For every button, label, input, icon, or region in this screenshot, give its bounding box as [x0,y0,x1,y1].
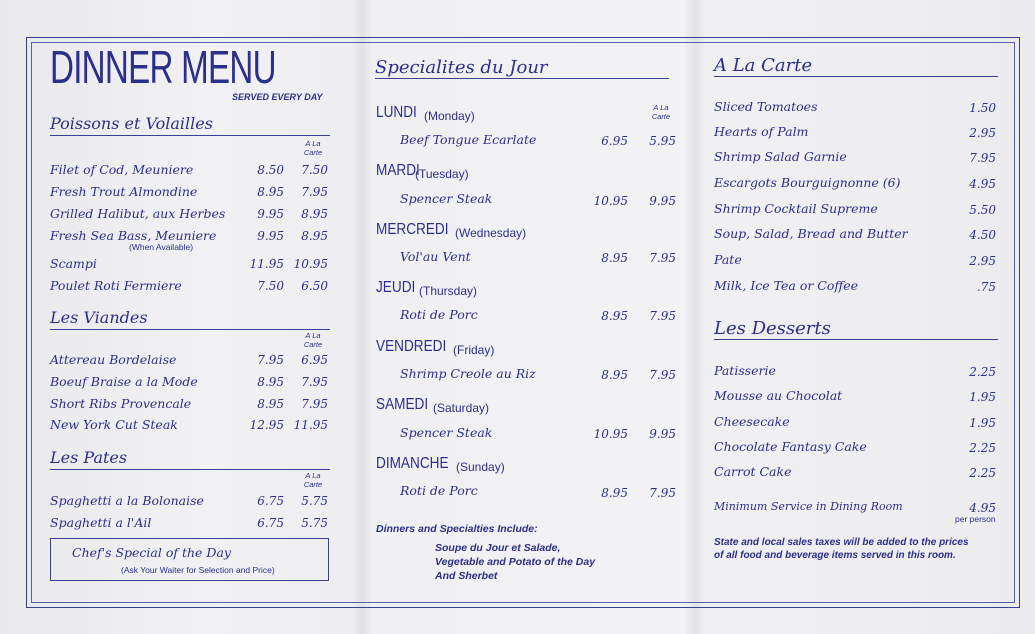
pates-rule [50,469,330,470]
carte-price: 8.95 [301,207,328,221]
item-price: 5.50 [969,203,996,217]
special-dish: Spencer Steak [400,425,493,440]
special-dish: Shrimp Creole au Riz [400,366,536,381]
minimum-service-price: 4.95 [969,501,996,515]
dinner-price: 7.50 [257,279,284,293]
item-price: 2.25 [969,365,996,379]
item-price: 2.95 [969,254,996,268]
day-english: (Friday) [453,343,495,357]
viandes-heading: Les Viandes [50,308,148,327]
carte-price: 5.75 [301,516,328,530]
dinner-price: 8.95 [601,486,628,500]
day-name: MARDI [376,162,420,179]
menu-item: Boeuf Braise a la Mode [50,374,198,389]
carte-price: 7.95 [301,375,328,389]
a-la-carte-label [298,331,328,349]
carte-price: 7.50 [301,163,328,177]
menu-item: Milk, Ice Tea or Coffee [714,278,859,293]
carte-price: 11.95 [293,418,328,432]
menu-item: Mousse au Chocolat [714,388,843,403]
day-name: DIMANCHE [376,455,449,472]
carte-price: 9.95 [649,194,676,208]
item-price: 1.50 [969,101,996,115]
menu-item: Short Ribs Provencale [50,396,192,411]
menu-item: Chocolate Fantasy Cake [714,439,867,454]
menu-item: Scampi [50,256,97,271]
dinner-price: 8.95 [257,375,284,389]
day-name: VENDREDI [376,338,447,355]
includes-line: And Sherbet [435,570,498,582]
dinner-price: 6.75 [257,494,284,508]
dinner-price: 8.95 [601,251,628,265]
carte-price: 7.95 [301,185,328,199]
day-name: LUNDI [376,104,417,121]
a-la-carte-label [298,471,328,489]
special-dish: Vol'au Vent [400,249,471,264]
carte-price: 6.50 [301,279,328,293]
carte-price: 9.95 [649,427,676,441]
item-price: 2.25 [969,441,996,455]
menu-item: Fresh Trout Almondine [50,184,198,199]
day-english: (Sunday) [456,460,505,474]
carte-price: 7.95 [649,251,676,265]
a-la-carte-line-2: Carte [651,112,671,121]
a-la-carte-label [298,139,328,157]
a-la-carte-line-1: A La [653,103,669,112]
dinner-price: 9.95 [257,229,284,243]
dinner-price: 8.95 [257,185,284,199]
day-english: (Wednesday) [455,226,527,240]
item-price: 4.95 [969,177,996,191]
item-price: 1.95 [969,390,996,404]
carte-price: 10.95 [293,257,328,271]
specialites-rule [375,78,669,79]
item-price: .75 [976,280,996,294]
menu-item: Attereau Bordelaise [50,352,177,367]
minimum-service-label: Minimum Service in Dining Room [714,500,903,513]
menu-item: Carrot Cake [714,464,792,479]
menu-item: Spaghetti a la Bolonaise [50,493,204,508]
menu-title: DINNER MENU [50,41,276,93]
dinner-price: 9.95 [257,207,284,221]
desserts-rule [714,339,998,340]
carte-price: 7.95 [649,368,676,382]
carte-price: 8.95 [301,229,328,243]
dinner-price: 6.95 [601,134,628,148]
dinner-price: 6.75 [257,516,284,530]
carte-price: 7.95 [301,397,328,411]
chef-special-note: (Ask Your Waiter for Selection and Price) [121,565,275,575]
a-la-carte-line-2: Carte [303,480,323,489]
special-dish: Spencer Steak [400,191,493,206]
a-la-carte-line-1: A La [305,331,321,340]
dinner-price: 8.50 [257,163,284,177]
a-la-carte-line-2: Carte [303,340,323,349]
day-name: SAMEDI [376,396,429,413]
dinner-price: 8.95 [601,309,628,323]
includes-heading: Dinners and Specialties Include: [376,523,538,535]
menu-item: Poulet Roti Fermiere [50,278,182,293]
dinner-price: 8.95 [257,397,284,411]
a-la-carte-label [646,103,676,121]
item-price: 2.95 [969,126,996,140]
specialites-heading: Specialites du Jour [375,57,548,78]
a-la-carte-line-2: Carte [303,148,323,157]
day-english: (Tuesday) [415,167,469,181]
tax-note: State and local sales taxes will be added to the prices of all food and beverage items served in this room. [714,537,969,561]
dinner-price: 10.95 [593,427,628,441]
carte-price: 6.95 [301,353,328,367]
a-la-carte-line-1: A La [305,471,321,480]
menu-item: Pate [714,252,742,267]
chef-special-title: Chef's Special of the Day [72,545,231,560]
menu-item: Escargots Bourguignonne (6) [714,175,901,190]
item-price: 1.95 [969,416,996,430]
carte-price: 7.95 [649,486,676,500]
special-dish: Beef Tongue Ecarlate [400,132,537,147]
poissons-heading: Poissons et Volailles [50,114,213,133]
day-english: (Monday) [424,109,475,123]
carte-price: 5.75 [301,494,328,508]
day-english: (Thursday) [419,284,478,298]
day-name: JEUDI [376,279,416,296]
when-available-note: (When Available) [129,242,194,252]
poissons-rule [50,135,330,136]
dinner-price: 7.95 [257,353,284,367]
menu-item: Spaghetti a l'Ail [50,515,152,530]
day-english: (Saturday) [433,401,490,415]
menu-item: New York Cut Steak [50,417,178,432]
dinner-price: 10.95 [593,194,628,208]
menu-item: Cheesecake [714,414,790,429]
per-person-note: per person [955,514,996,524]
menu-item: Sliced Tomatoes [714,99,818,114]
dinner-price: 11.95 [249,257,284,271]
pates-heading: Les Pates [50,448,128,467]
item-price: 7.95 [969,151,996,165]
served-every-day: SERVED EVERY DAY [232,92,323,102]
carte-price: 7.95 [649,309,676,323]
includes-line: Soupe du Jour et Salade, [435,542,561,554]
carte-price: 5.95 [649,134,676,148]
special-dish: Roti de Porc [400,483,478,498]
special-dish: Roti de Porc [400,307,478,322]
alacarte-heading: A La Carte [714,55,813,76]
desserts-heading: Les Desserts [714,318,831,339]
menu-item: Hearts of Palm [714,124,809,139]
alacarte-rule [714,76,998,77]
day-name: MERCREDI [376,221,449,238]
a-la-carte-line-1: A La [305,139,321,148]
viandes-rule [50,329,330,330]
includes-line: Vegetable and Potato of the Day [435,556,596,568]
menu-item: Fresh Sea Bass, Meuniere [50,228,217,243]
menu-item: Filet of Cod, Meuniere [50,162,194,177]
item-price: 2.25 [969,466,996,480]
menu-item: Grilled Halibut, aux Herbes [50,206,226,221]
menu-item: Shrimp Salad Garnie [714,149,847,164]
menu-item: Soup, Salad, Bread and Butter [714,226,908,241]
menu-item: Shrimp Cocktail Supreme [714,201,878,216]
dinner-price: 12.95 [249,418,284,432]
item-price: 4.50 [969,228,996,242]
dinner-price: 8.95 [601,368,628,382]
menu-item: Patisserie [714,363,776,378]
